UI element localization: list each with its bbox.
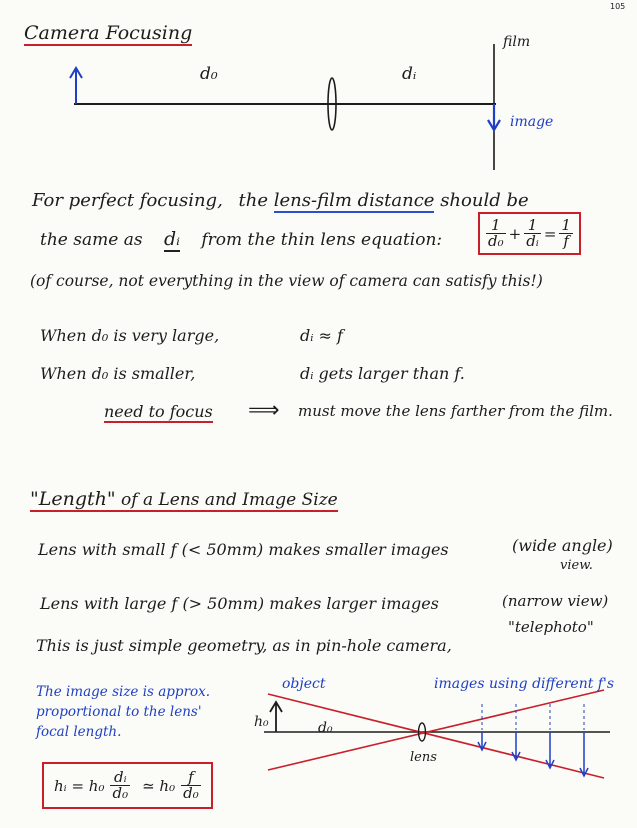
diag-label-ho: h₀ bbox=[254, 714, 269, 730]
implies-arrow: ⟹ bbox=[248, 398, 280, 423]
eq2-lhs: hᵢ = h₀ bbox=[54, 776, 105, 795]
row2-right: dᵢ gets larger than f. bbox=[300, 364, 465, 383]
diagram-label-film: film bbox=[503, 34, 531, 50]
lens-line-2: Lens with large f (> 50mm) makes larger images bbox=[40, 594, 439, 613]
eq2-approx: ≃ h₀ bbox=[142, 776, 176, 795]
diagram-label-image: image bbox=[510, 114, 554, 130]
diagram-label-do: d₀ bbox=[200, 64, 218, 84]
lens-line-3: This is just simple geometry, as in pin-hole camera, bbox=[36, 636, 452, 655]
lens-line-1-right: (wide angle) bbox=[512, 536, 613, 555]
eq-plus: + bbox=[508, 224, 522, 243]
eq-term-2: $\frac{1}{\text{dᵢ}}$ bbox=[526, 216, 539, 250]
focus-line-1a: For perfect focusing, bbox=[32, 190, 223, 211]
focus-line-1b: the bbox=[238, 190, 269, 211]
diag-label-lens: lens bbox=[410, 750, 437, 765]
row2-left: When d₀ is smaller, bbox=[40, 364, 196, 383]
focus-line-2a: the same as bbox=[40, 230, 143, 250]
section-title-camera-focusing: Camera Focusing bbox=[24, 22, 193, 44]
eq-term-3: $\frac{1}{f}$ bbox=[561, 216, 571, 250]
eq2-frac-2: $\frac{f}{\text{d₀}}$ bbox=[183, 768, 199, 802]
focus-line-2-di: dᵢ bbox=[163, 228, 180, 250]
diag-label-object: object bbox=[282, 676, 326, 692]
lens-line-1-right-2: view. bbox=[560, 558, 593, 573]
row1-left: When d₀ is very large, bbox=[40, 326, 220, 345]
focus-line-2b: from the thin lens equation: bbox=[201, 230, 443, 250]
eq-equals: = bbox=[543, 224, 557, 243]
focus-line-3: (of course, not everything in the view of camera can satisfy this!) bbox=[30, 272, 543, 290]
diagram-label-di: dᵢ bbox=[402, 64, 417, 84]
page-number: 105 bbox=[610, 2, 626, 11]
title-length-word: "Length" bbox=[30, 488, 116, 510]
eq2-frac-1: $\frac{\text{dᵢ}}{\text{d₀}}$ bbox=[112, 768, 129, 802]
note-line-1: The image size is approx. bbox=[36, 684, 211, 700]
lens-line-1: Lens with small f (< 50mm) makes smaller images bbox=[38, 540, 449, 559]
diag-label-do: d₀ bbox=[318, 720, 333, 736]
row3-right: must move the lens farther from the film. bbox=[298, 402, 613, 420]
diag-label-images: images using different f's bbox=[434, 676, 615, 692]
lens-line-3-right: "telephoto" bbox=[508, 618, 594, 636]
note-line-3: focal length. bbox=[36, 724, 122, 740]
focus-line-1c: should be bbox=[440, 190, 529, 211]
eq-term-1: $\frac{1}{\text{d₀}}$ bbox=[488, 216, 504, 250]
lens-film-distance-term: lens-film distance bbox=[273, 190, 435, 211]
note-line-2: proportional to the lens' bbox=[36, 704, 202, 720]
title-rest: of a Lens and Image Size bbox=[121, 490, 338, 510]
row1-right: dᵢ ≈ f bbox=[300, 326, 343, 345]
need-to-focus: need to focus bbox=[104, 402, 213, 421]
lens-line-2-right: (narrow view) bbox=[502, 592, 609, 610]
